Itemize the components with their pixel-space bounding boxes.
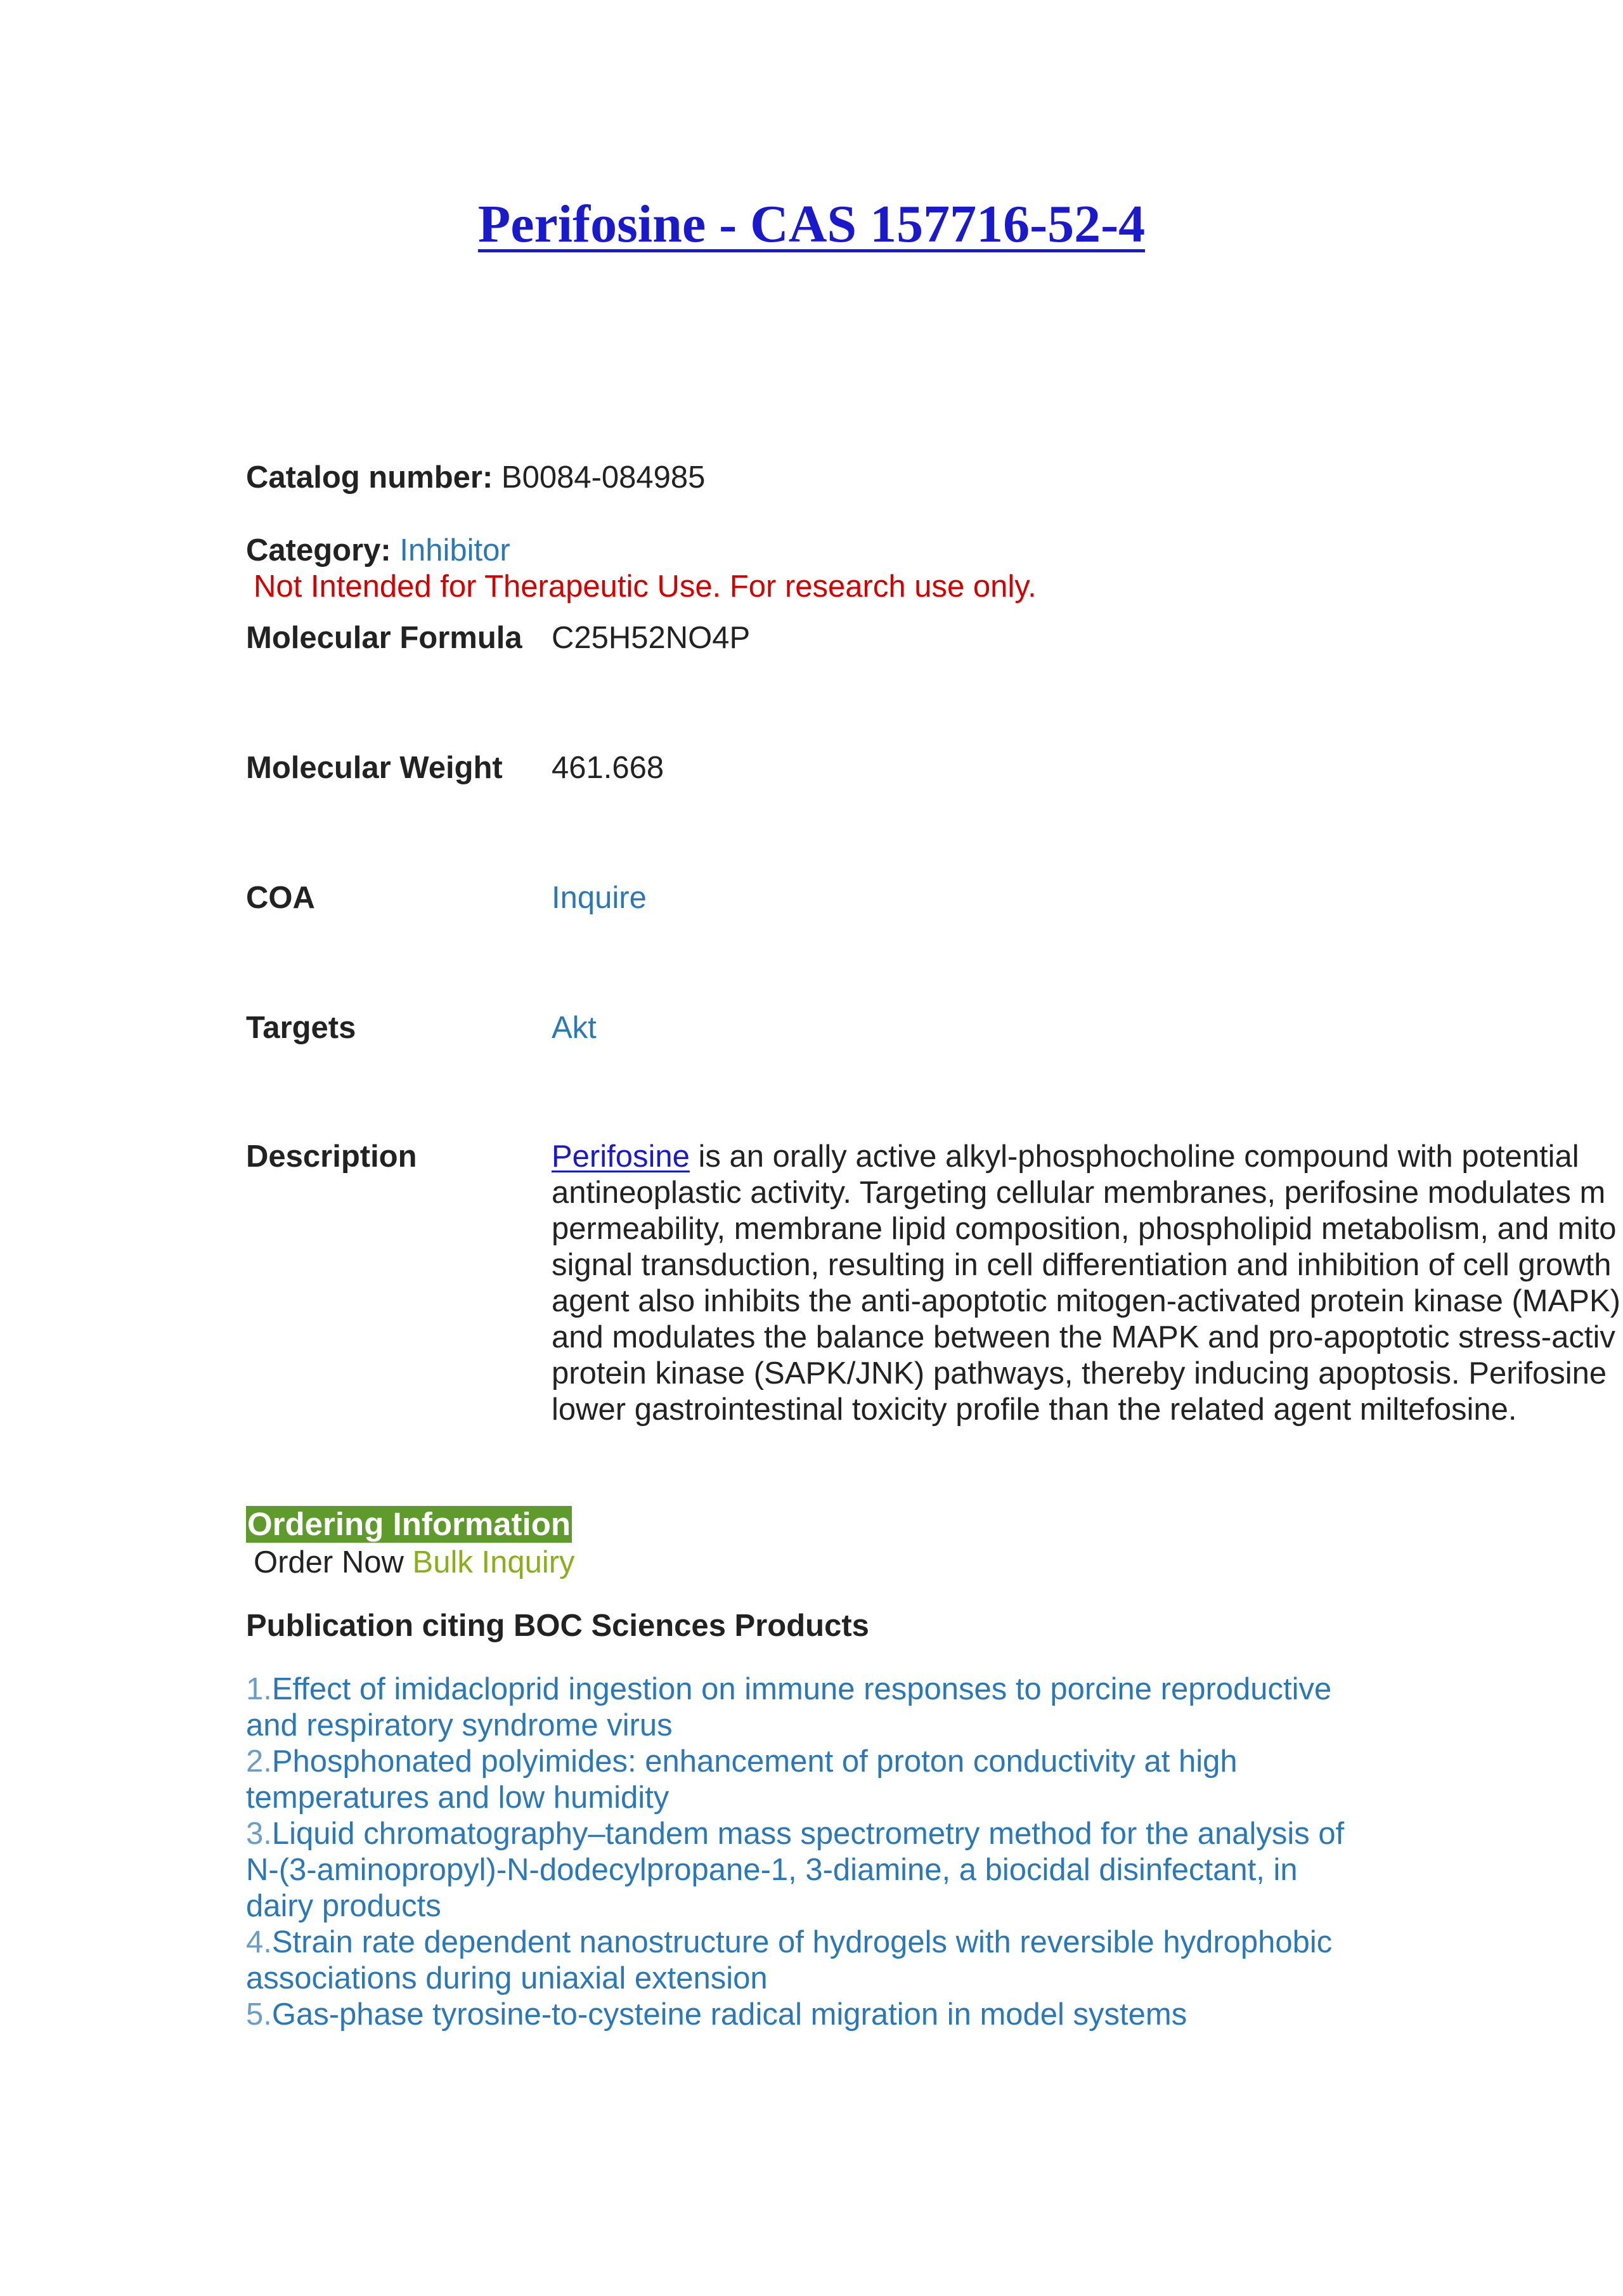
description-line: signal transduction, resulting in cell differentiation and inhibition of cell growth bbox=[552, 1248, 1612, 1282]
publication-item[interactable] bbox=[246, 1744, 1387, 1816]
publication-title-cont[interactable]: associations during uniaxial extension bbox=[246, 1961, 768, 1995]
description-line: and modulates the balance between the MAPK and pro-apoptotic stress-activ bbox=[552, 1320, 1615, 1354]
perifosine-link[interactable]: Perifosine bbox=[552, 1139, 690, 1174]
publication-number: 2. bbox=[246, 1744, 272, 1779]
targets-link[interactable]: Akt bbox=[552, 1011, 597, 1045]
category-label: Category: bbox=[246, 533, 391, 568]
publication-item[interactable] bbox=[246, 1997, 1387, 2033]
publication-item[interactable] bbox=[246, 1671, 1387, 1744]
description-line: antineoplastic activity. Targeting cellular membranes, perifosine modulates m bbox=[552, 1176, 1606, 1210]
targets-label: Targets bbox=[246, 1011, 356, 1045]
page-title[interactable]: Perifosine - CAS 157716-52-4 bbox=[477, 195, 1146, 254]
weight-value: 461.668 bbox=[552, 751, 664, 785]
publication-title[interactable]: Phosphonated polyimides: enhancement of proton conductivity at high bbox=[271, 1744, 1238, 1779]
publication-item[interactable] bbox=[246, 1816, 1387, 1924]
category-row bbox=[246, 533, 510, 569]
publication-title-cont[interactable]: N-(3-aminopropyl)-N-dodecylpropane-1, 3-diamine, a biocidal disinfectant, in bbox=[246, 1853, 1298, 1887]
bulk-inquiry-link[interactable]: Bulk Inquiry bbox=[412, 1545, 575, 1579]
description-line bbox=[552, 1139, 1623, 1175]
catalog-value: B0084-084985 bbox=[501, 460, 706, 495]
description-line: permeability, membrane lipid composition, phospholipid metabolism, and mito bbox=[552, 1212, 1617, 1246]
publication-title[interactable]: Gas-phase tyrosine-to-cysteine radical migration in model systems bbox=[271, 1997, 1187, 2032]
coa-inquire-link[interactable]: Inquire bbox=[552, 881, 647, 915]
publication-title[interactable]: Liquid chromatography–tandem mass spectrometry method for the analysis of bbox=[271, 1817, 1345, 1851]
description-label: Description bbox=[246, 1139, 417, 1174]
description-text bbox=[552, 1139, 1623, 1428]
publications-list bbox=[246, 1671, 1387, 2033]
publication-title-cont[interactable]: and respiratory syndrome virus bbox=[246, 1708, 673, 1742]
formula-label: Molecular Formula bbox=[246, 621, 522, 655]
order-now-button[interactable]: Order Now bbox=[254, 1545, 404, 1579]
description-line: lower gastrointestinal toxicity profile than the related agent miltefosine. bbox=[552, 1392, 1517, 1427]
publication-title[interactable]: Effect of imidacloprid ingestion on immune responses to porcine reproductive bbox=[271, 1672, 1332, 1706]
publications-heading: Publication citing BOC Sciences Products bbox=[246, 1609, 869, 1643]
coa-label: COA bbox=[246, 881, 315, 915]
publication-title[interactable]: Strain rate dependent nanostructure of hydrogels with reversible hydrophobic bbox=[271, 1925, 1333, 1959]
weight-label: Molecular Weight bbox=[246, 751, 503, 785]
publication-number: 4. bbox=[246, 1925, 272, 1959]
description-line: protein kinase (SAPK/JNK) pathways, thereby inducing apoptosis. Perifosine bbox=[552, 1356, 1607, 1391]
description-line-text: is an orally active alkyl-phosphocholine compound with potential bbox=[689, 1139, 1579, 1174]
formula-value: C25H52NO4P bbox=[552, 621, 751, 655]
ordering-links bbox=[254, 1545, 575, 1581]
publication-item[interactable] bbox=[246, 1924, 1387, 1997]
disclaimer: Not Intended for Therapeutic Use. For research use only. bbox=[254, 569, 1037, 604]
publication-number: 5. bbox=[246, 1997, 272, 2032]
publication-number: 3. bbox=[246, 1817, 272, 1851]
catalog-row bbox=[246, 460, 705, 496]
catalog-label: Catalog number: bbox=[246, 460, 493, 495]
publication-number: 1. bbox=[246, 1672, 272, 1706]
publication-title-cont[interactable]: temperatures and low humidity bbox=[246, 1780, 669, 1815]
publication-title-cont[interactable]: dairy products bbox=[246, 1889, 441, 1923]
category-link[interactable]: Inhibitor bbox=[399, 533, 510, 568]
ordering-heading: Ordering Information bbox=[247, 1506, 571, 1542]
description-line: agent also inhibits the anti-apoptotic mitogen-activated protein kinase (MAPK) bbox=[552, 1284, 1620, 1318]
